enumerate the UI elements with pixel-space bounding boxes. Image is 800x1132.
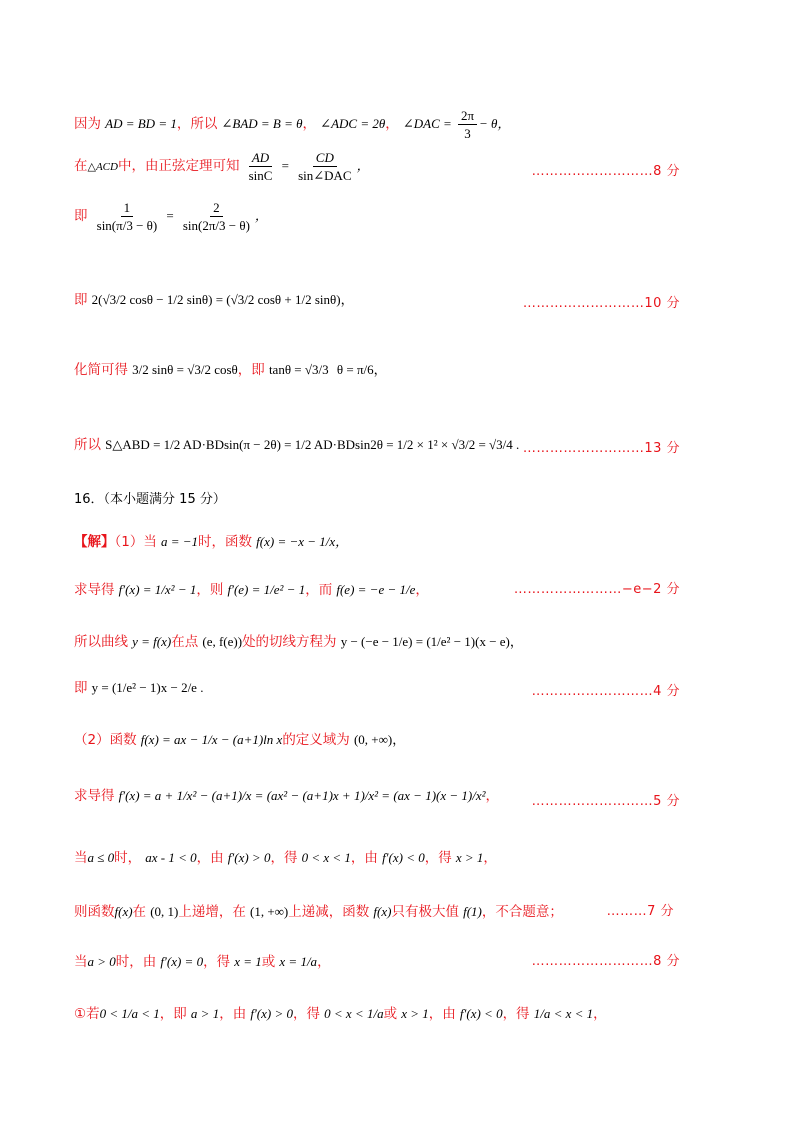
math: AD = BD = 1 [105,116,177,131]
text: 因为 [74,116,101,132]
math: f(1) [463,904,482,919]
line-14 [74,846,740,866]
math: f(x) [114,904,133,919]
score-7: ………7 分 [606,904,674,919]
fraction: $\frac{CD}{\text{sin∠DAC}}$ [298,150,352,183]
text: ，由 [350,850,378,866]
line-5 [74,358,740,378]
math: (1, +∞) [250,904,289,919]
text: ，得 [293,1006,320,1022]
math: x > 1 [455,850,484,865]
math: ， [254,208,268,223]
math: 3/2 sinθ = √3/2 cosθ [132,362,238,377]
text: ，由 [428,1006,456,1022]
text: ，所以 [176,116,218,132]
text: ，得 [424,850,452,866]
math: ax - 1 < 0 [145,850,197,865]
score-8b: ………………………8 分 [531,954,680,969]
math: x > 1 [401,1006,429,1021]
tag: 【解】 [74,534,115,550]
math: f′(x) = 0 [160,954,204,969]
math: a > 0 [87,954,116,969]
score-8: ………………………8 分 [531,164,680,179]
math: △ACD [87,161,118,173]
math: y = f(x) [132,634,172,649]
math: 0 < x < 1/a [324,1006,384,1021]
text: ，得 [502,1006,530,1022]
text: ， [593,1006,607,1022]
math: y = (1/e² − 1)x − 2/e . [91,680,204,695]
text: ，则 [196,582,224,598]
text: ， [415,582,429,598]
score-5: ………………………5 分 [531,794,680,809]
math: (0, 1) [150,904,179,919]
math: 2(√3/2 cosθ − 1/2 sinθ) = (√3/2 cosθ + 1/2 sinθ)， [91,292,354,307]
text: （2）函数 [74,732,137,748]
math: tanθ = √3/3 [268,362,329,377]
text: 在点 [171,634,199,650]
line-1: 因为 AD = BD = 1，所以 ∠BAD = B = θ， ∠ADC = 2θ， ∠DAC = $\frac{2\pi}{3}$ − θ， [74,108,511,141]
math: 1/a < x < 1 [533,1006,594,1021]
text: ， [485,788,500,804]
text: ，即 [159,1006,187,1022]
text: ，由 [196,850,224,866]
math: f′(x) > 0 [250,1006,293,1021]
text: 求导得 [74,788,115,804]
text: 时，函数 [198,534,253,550]
math: y − (−e − 1/e) = (1/e² − 1)(x − e)， [340,634,523,649]
fraction: $\frac{AD}{\sin C}$ [248,150,273,183]
math: f′(x) = 1/x² − 1 [118,582,197,597]
math: (e, f(e)) [202,634,243,649]
text: 所以 [74,437,101,453]
math: a > 1 [190,1006,220,1021]
text: ， [483,850,497,866]
text: ，即 [237,362,265,378]
math: ∠DAC = [402,116,452,131]
line-8 [74,530,740,550]
math: S△ABD = 1/2 AD·BDsin(π − 2θ) = 1/2 AD·BDsin2θ = 1/2 × 1² × √3/2 = √3/4 . [105,437,520,452]
score-2: ……………………−e−2 分 [513,582,680,597]
text: ，由 [219,1006,247,1022]
score-13: ………………………13 分 [522,441,680,456]
text: 16．（本小题满分 15 分） [74,492,226,507]
text: ，得 [270,850,298,866]
math: − θ， [479,116,511,131]
text: 时， [114,850,142,866]
text: 上递减，函数 [288,904,370,920]
text: 所以曲线 [74,634,128,650]
math: f(x) = ax − 1/x − (a+1)ln x [140,732,283,747]
text: 当 [74,850,88,866]
text: 在 [74,158,88,174]
text: 求导得 [74,582,115,598]
text: 在 [132,904,147,920]
math: a ≤ 0 [87,850,115,865]
text: 中，由正弦定理可知 [117,158,240,174]
fraction: $\frac{2\pi}{3}$ [458,108,477,141]
text: 或 [383,1006,398,1022]
score-10: ………………………10 分 [522,296,680,311]
text: 只有极大值 [391,904,459,920]
text: 或 [261,954,276,970]
math: f′(e) = 1/e² − 1 [227,582,306,597]
math: x = 1 [234,954,262,969]
math: 0 < 1/a < 1 [99,1006,160,1021]
math: (0, +∞)， [353,732,406,747]
text: 的定义域为 [282,732,350,748]
text: （1）当 [114,534,157,550]
math: f′(x) > 0 [227,850,271,865]
line-12 [74,728,740,748]
text: 即 [74,208,88,224]
fraction: $\frac{1}{\sin(\pi/3 - \theta)}$ [96,200,158,233]
text: ①若 [74,1006,100,1022]
text: 当 [74,954,88,970]
math: θ = π/6， [336,362,387,377]
math: ， [356,158,370,173]
text: 上递增，在 [178,904,246,920]
score-4: ………………………4 分 [531,684,680,699]
line-17 [74,1002,740,1022]
line-3: 即 $\frac{1}{\sin(\pi/3 - \theta)}$ = $\frac{2}{\sin(2\pi/3 - \theta)}$ ， [74,200,268,233]
text: ， [317,954,331,970]
math: f′(x) < 0 [459,1006,503,1021]
math: 0 < x < 1 [301,850,351,865]
text: ，而 [305,582,333,598]
text: 即 [74,292,88,308]
math: f(x) [373,904,392,919]
math: f(x) = −x − 1/x， [256,534,349,549]
text: 则函数 [74,904,115,920]
text: 化简可得 [74,362,128,378]
math: f′(x) = a + 1/x² − (a+1)/x = (ax² − (a+1)x + 1)/x² = (ax − 1)(x − 1)/x² [118,788,486,803]
math: = [281,158,289,173]
math: a = −1 [160,534,199,549]
text: ，不合题意； [481,904,563,920]
question-16-title [74,488,740,507]
math: ∠ADC = 2θ [320,116,386,131]
text: ，得 [203,954,231,970]
text: 即 [74,680,88,696]
math: f′(x) < 0 [382,850,425,865]
text: 处的切线方程为 [242,634,337,650]
line-10 [74,630,740,650]
fraction: $\frac{2}{\sin(2\pi/3 - \theta)}$ [182,200,250,233]
math: f(e) = −e − 1/e [336,582,416,597]
text: 时，由 [115,954,157,970]
math: x = 1/a [279,954,318,969]
math: ∠BAD = B = θ [221,116,303,131]
